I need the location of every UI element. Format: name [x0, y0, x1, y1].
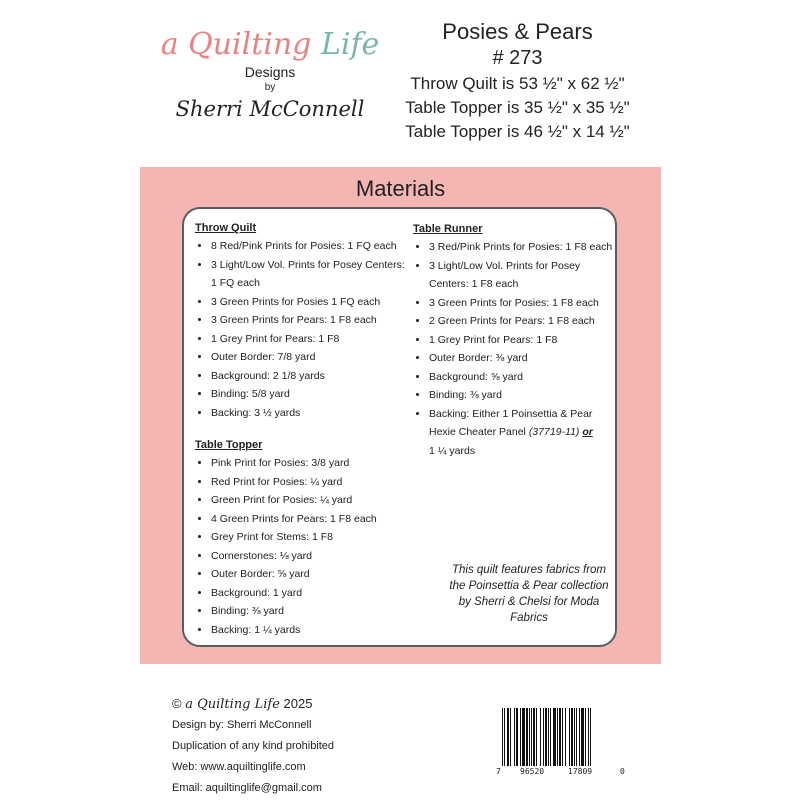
logo-word-quilting: Quilting: [188, 27, 321, 62]
list-item: • 3 Green Prints for Posies: 1 F8 each: [429, 294, 613, 313]
designer-name: Sherri McConnell: [175, 97, 365, 121]
list-item: • Background: ⅝ yard: [429, 368, 613, 387]
section-title-throw-quilt: Throw Quilt: [195, 222, 257, 234]
backing-or: or: [582, 426, 593, 438]
materials-panel: [140, 167, 661, 664]
barcode-digit-left: 7: [496, 767, 501, 776]
list-item: • Binding: ⅜ yard: [429, 386, 613, 405]
materials-right-column: [413, 220, 613, 460]
section-title-table-runner: Table Runner: [413, 223, 483, 235]
footer: [172, 694, 432, 799]
barcode-group-2: 17809: [568, 767, 593, 776]
brand-logo: [150, 28, 390, 121]
throw-quilt-list: [195, 237, 405, 422]
logo-word-a: a: [160, 27, 189, 62]
list-item: • 3 Light/Low Vol. Prints for Posey Centers: 1 F8 each: [429, 257, 613, 294]
barcode-digit-right: 0: [620, 767, 625, 776]
list-item: • Red Print for Posies: ¼ yard: [211, 473, 405, 492]
materials-heading: Materials: [355, 176, 446, 201]
logo-word-life: Life: [320, 27, 380, 62]
logo-designs: Designs: [244, 64, 296, 80]
pattern-number: # 273: [492, 47, 543, 69]
list-item: • 8 Red/Pink Prints for Posies: 1 FQ each: [211, 237, 405, 256]
list-item: • 3 Light/Low Vol. Prints for Posey Centers: 1 FQ each: [211, 256, 405, 293]
list-item: • 3 Red/Pink Prints for Posies: 1 F8 each: [429, 238, 613, 257]
copyright-symbol: ©: [172, 696, 186, 711]
materials-left-column: [195, 219, 405, 639]
section-title-table-topper: Table Topper: [195, 439, 263, 451]
materials-card: [182, 207, 617, 647]
barcode: [496, 708, 626, 788]
pattern-title-block: [405, 18, 630, 144]
list-item: • Grey Print for Stems: 1 F8: [211, 528, 405, 547]
list-item: • Outer Border: ⅜ yard: [429, 349, 613, 368]
copyright-year: 2025: [279, 696, 313, 711]
copyright: [172, 694, 432, 715]
list-item: • 1 Grey Print for Pears: 1 F8: [429, 331, 613, 350]
website-link[interactable]: Web: www.aquiltinglife.com: [172, 761, 306, 773]
section-gap: [195, 422, 405, 436]
list-item: • Backing: 3 ½ yards: [211, 404, 405, 423]
list-item: • 3 Green Prints for Pears: 1 F8 each: [211, 311, 405, 330]
list-item: • Pink Print for Posies: 3/8 yard: [211, 454, 405, 473]
list-item: • Backing: 1 ¼ yards: [211, 621, 405, 640]
list-item: • Green Print for Posies: ¼ yard: [211, 491, 405, 510]
list-item: • Cornerstones: ⅛ yard: [211, 547, 405, 566]
list-item: • 4 Green Prints for Pears: 1 F8 each: [211, 510, 405, 529]
barcode-space: [591, 708, 592, 766]
list-item: • 2 Green Prints for Pears: 1 F8 each: [429, 312, 613, 331]
size-topper-square: Table Topper is 35 ½" x 35 ½": [405, 98, 630, 117]
fabric-note: This quilt features fabrics from the Poinsettia & Pear collection by Sherri & Chelsi for Moda Fabrics: [449, 564, 609, 624]
list-item: • 3 Green Prints for Posies 1 FQ each: [211, 293, 405, 312]
barcode-bars: [502, 708, 626, 766]
list-item-backing: [429, 405, 613, 461]
list-item: • 1 Grey Print for Pears: 1 F8: [211, 330, 405, 349]
duplication-notice: Duplication of any kind prohibited: [172, 740, 335, 752]
pattern-title: Posies & Pears: [442, 19, 593, 44]
table-runner-list: [413, 238, 613, 460]
list-item: • Outer Border: 7/8 yard: [211, 348, 405, 367]
logo-wordmark: [150, 28, 390, 62]
logo-by: by: [264, 82, 276, 93]
list-item: • Binding: ⅜ yard: [211, 602, 405, 621]
barcode-numbers: [496, 767, 626, 779]
size-topper-runner: Table Topper is 46 ½" x 14 ½": [405, 122, 630, 141]
table-topper-list: [195, 454, 405, 639]
backing-text: Backing: Either 1 Poinsettia & Pear Hexie Cheater Panel: [429, 407, 593, 438]
copyright-brand: a Quilting Life: [185, 697, 280, 712]
design-by: Design by: Sherri McConnell: [172, 719, 312, 731]
backing-alt: 1 ¼ yards: [429, 444, 476, 457]
email-link[interactable]: Email: aquiltinglife@gmail.com: [172, 782, 322, 794]
list-item: • Background: 1 yard: [211, 584, 405, 603]
list-item: • Binding: 5/8 yard: [211, 385, 405, 404]
backing-code: (37719-11): [528, 426, 580, 438]
list-item: • Background: 2 1/8 yards: [211, 367, 405, 386]
list-item: • Outer Border: ⅝ yard: [211, 565, 405, 584]
barcode-group-1: 96520: [520, 767, 545, 776]
size-throw: Throw Quilt is 53 ½" x 62 ½": [410, 74, 625, 93]
